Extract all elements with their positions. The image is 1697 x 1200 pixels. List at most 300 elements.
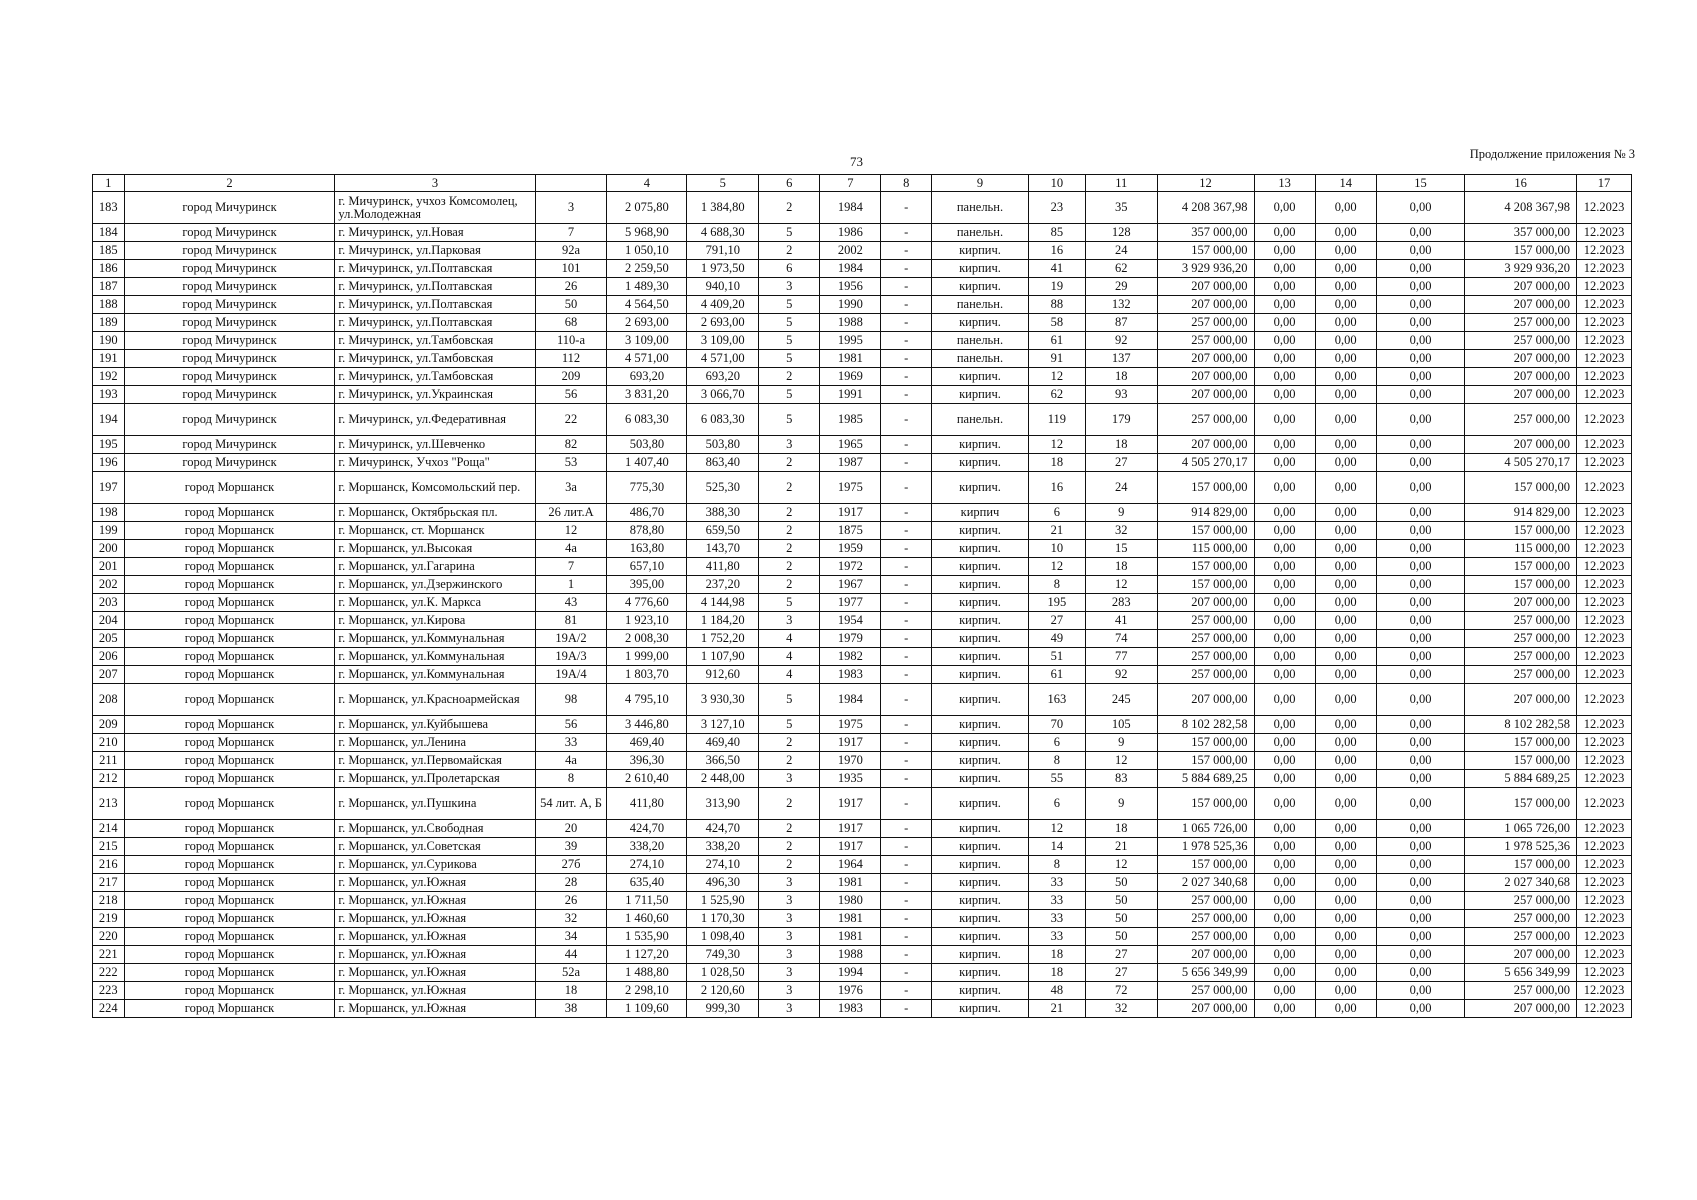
street-address: г. Моршанск, ул.Южная	[335, 982, 535, 1000]
living-area: 313,90	[687, 788, 759, 820]
row-number: 188	[93, 296, 125, 314]
col-13: 0,00	[1254, 504, 1315, 522]
street-address: г. Моршанск, Октябрьская пл.	[335, 504, 535, 522]
col-15: 0,00	[1376, 752, 1465, 770]
year-built: 1985	[820, 404, 881, 436]
col-10: 12	[1028, 368, 1085, 386]
col-8: -	[881, 522, 932, 540]
city-name: город Мичуринск	[124, 278, 335, 296]
col-15: 0,00	[1376, 454, 1465, 472]
column-header: 4	[607, 175, 687, 192]
year-built: 1875	[820, 522, 881, 540]
col-14: 0,00	[1315, 224, 1376, 242]
col-8: -	[881, 788, 932, 820]
completion-date: 12.2023	[1577, 576, 1632, 594]
col-8: -	[881, 278, 932, 296]
col-10: 8	[1028, 752, 1085, 770]
cost-budget: 207 000,00	[1465, 368, 1577, 386]
col-13: 0,00	[1254, 242, 1315, 260]
cost-total: 157 000,00	[1157, 576, 1254, 594]
completion-date: 12.2023	[1577, 820, 1632, 838]
cost-budget: 4 208 367,98	[1465, 192, 1577, 224]
col-8: -	[881, 770, 932, 788]
city-name: город Моршанск	[124, 928, 335, 946]
col-10: 41	[1028, 260, 1085, 278]
living-area: 4 409,20	[687, 296, 759, 314]
col-13: 0,00	[1254, 522, 1315, 540]
floors: 5	[759, 404, 820, 436]
col-15: 0,00	[1376, 684, 1465, 716]
house-number: 33	[535, 734, 607, 752]
col-15: 0,00	[1376, 314, 1465, 332]
col-8: -	[881, 296, 932, 314]
wall-material: кирпич.	[931, 820, 1028, 838]
completion-date: 12.2023	[1577, 454, 1632, 472]
total-area: 469,40	[607, 734, 687, 752]
living-area: 1 098,40	[687, 928, 759, 946]
floors: 3	[759, 1000, 820, 1018]
street-address: г. Моршанск, ул.Южная	[335, 874, 535, 892]
col-14: 0,00	[1315, 192, 1376, 224]
table-row	[93, 436, 1632, 454]
cost-budget: 157 000,00	[1465, 558, 1577, 576]
street-address: г. Моршанск, ул.Южная	[335, 892, 535, 910]
living-area: 912,60	[687, 666, 759, 684]
col-10: 70	[1028, 716, 1085, 734]
col-10: 88	[1028, 296, 1085, 314]
residents: 74	[1085, 630, 1157, 648]
completion-date: 12.2023	[1577, 788, 1632, 820]
total-area: 2 610,40	[607, 770, 687, 788]
city-name: город Мичуринск	[124, 404, 335, 436]
row-number: 222	[93, 964, 125, 982]
cost-budget: 257 000,00	[1465, 314, 1577, 332]
city-name: город Моршанск	[124, 874, 335, 892]
living-area: 2 693,00	[687, 314, 759, 332]
table-row	[93, 612, 1632, 630]
city-name: город Моршанск	[124, 788, 335, 820]
year-built: 1986	[820, 224, 881, 242]
col-10: 18	[1028, 964, 1085, 982]
table-row	[93, 874, 1632, 892]
row-number: 217	[93, 874, 125, 892]
street-address: г. Моршанск, ул.Коммунальная	[335, 630, 535, 648]
residents: 9	[1085, 504, 1157, 522]
floors: 3	[759, 946, 820, 964]
table-row	[93, 278, 1632, 296]
floors: 3	[759, 910, 820, 928]
year-built: 1967	[820, 576, 881, 594]
residents: 24	[1085, 472, 1157, 504]
house-number: 32	[535, 910, 607, 928]
col-13: 0,00	[1254, 314, 1315, 332]
living-area: 1 525,90	[687, 892, 759, 910]
col-8: -	[881, 472, 932, 504]
col-8: -	[881, 928, 932, 946]
house-number: 3а	[535, 472, 607, 504]
col-10: 48	[1028, 982, 1085, 1000]
street-address: г. Моршанск, ул.Свободная	[335, 820, 535, 838]
year-built: 1956	[820, 278, 881, 296]
residents: 21	[1085, 838, 1157, 856]
cost-budget: 157 000,00	[1465, 752, 1577, 770]
col-15: 0,00	[1376, 734, 1465, 752]
column-header: 9	[931, 175, 1028, 192]
col-15: 0,00	[1376, 404, 1465, 436]
col-14: 0,00	[1315, 648, 1376, 666]
house-number: 101	[535, 260, 607, 278]
cost-budget: 1 978 525,36	[1465, 838, 1577, 856]
completion-date: 12.2023	[1577, 540, 1632, 558]
street-address: г. Мичуринск, ул.Украинская	[335, 386, 535, 404]
house-number: 39	[535, 838, 607, 856]
total-area: 1 489,30	[607, 278, 687, 296]
row-number: 209	[93, 716, 125, 734]
floors: 5	[759, 386, 820, 404]
col-15: 0,00	[1376, 350, 1465, 368]
completion-date: 12.2023	[1577, 716, 1632, 734]
col-15: 0,00	[1376, 648, 1465, 666]
completion-date: 12.2023	[1577, 1000, 1632, 1018]
wall-material: кирпич.	[931, 874, 1028, 892]
floors: 6	[759, 260, 820, 278]
completion-date: 12.2023	[1577, 666, 1632, 684]
col-15: 0,00	[1376, 472, 1465, 504]
cost-total: 8 102 282,58	[1157, 716, 1254, 734]
col-14: 0,00	[1315, 874, 1376, 892]
col-15: 0,00	[1376, 612, 1465, 630]
col-14: 0,00	[1315, 788, 1376, 820]
column-header: 8	[881, 175, 932, 192]
completion-date: 12.2023	[1577, 752, 1632, 770]
city-name: город Моршанск	[124, 472, 335, 504]
wall-material: кирпич.	[931, 260, 1028, 278]
city-name: город Мичуринск	[124, 192, 335, 224]
column-number-header	[93, 175, 1632, 192]
house-number: 110-а	[535, 332, 607, 350]
wall-material: кирпич.	[931, 1000, 1028, 1018]
table-row	[93, 892, 1632, 910]
city-name: город Моршанск	[124, 838, 335, 856]
city-name: город Моршанск	[124, 752, 335, 770]
cost-budget: 207 000,00	[1465, 296, 1577, 314]
living-area: 693,20	[687, 368, 759, 386]
cost-total: 257 000,00	[1157, 404, 1254, 436]
col-10: 12	[1028, 558, 1085, 576]
floors: 5	[759, 296, 820, 314]
col-10: 58	[1028, 314, 1085, 332]
total-area: 3 109,00	[607, 332, 687, 350]
living-area: 1 107,90	[687, 648, 759, 666]
completion-date: 12.2023	[1577, 350, 1632, 368]
floors: 2	[759, 838, 820, 856]
col-15: 0,00	[1376, 278, 1465, 296]
col-13: 0,00	[1254, 260, 1315, 278]
house-number: 68	[535, 314, 607, 332]
residents: 32	[1085, 522, 1157, 540]
living-area: 525,30	[687, 472, 759, 504]
cost-total: 157 000,00	[1157, 734, 1254, 752]
total-area: 1 711,50	[607, 892, 687, 910]
col-13: 0,00	[1254, 278, 1315, 296]
wall-material: кирпич.	[931, 788, 1028, 820]
residents: 179	[1085, 404, 1157, 436]
table-row	[93, 350, 1632, 368]
wall-material: кирпич.	[931, 472, 1028, 504]
living-area: 338,20	[687, 838, 759, 856]
cost-total: 207 000,00	[1157, 946, 1254, 964]
residents: 77	[1085, 648, 1157, 666]
col-14: 0,00	[1315, 540, 1376, 558]
living-area: 411,80	[687, 558, 759, 576]
cost-budget: 157 000,00	[1465, 856, 1577, 874]
table-row	[93, 820, 1632, 838]
row-number: 194	[93, 404, 125, 436]
row-number: 190	[93, 332, 125, 350]
street-address: г. Моршанск, ул.Высокая	[335, 540, 535, 558]
col-10: 33	[1028, 874, 1085, 892]
total-area: 424,70	[607, 820, 687, 838]
completion-date: 12.2023	[1577, 192, 1632, 224]
col-10: 91	[1028, 350, 1085, 368]
total-area: 396,30	[607, 752, 687, 770]
residents: 9	[1085, 734, 1157, 752]
table-row	[93, 982, 1632, 1000]
col-15: 0,00	[1376, 856, 1465, 874]
col-14: 0,00	[1315, 436, 1376, 454]
table-row	[93, 224, 1632, 242]
wall-material: кирпич.	[931, 278, 1028, 296]
completion-date: 12.2023	[1577, 522, 1632, 540]
floors: 2	[759, 752, 820, 770]
col-10: 119	[1028, 404, 1085, 436]
col-13: 0,00	[1254, 192, 1315, 224]
col-14: 0,00	[1315, 454, 1376, 472]
house-number: 98	[535, 684, 607, 716]
col-15: 0,00	[1376, 192, 1465, 224]
cost-total: 257 000,00	[1157, 928, 1254, 946]
col-15: 0,00	[1376, 332, 1465, 350]
wall-material: панельн.	[931, 224, 1028, 242]
house-number: 81	[535, 612, 607, 630]
cost-total: 115 000,00	[1157, 540, 1254, 558]
residents: 15	[1085, 540, 1157, 558]
row-number: 219	[93, 910, 125, 928]
total-area: 4 776,60	[607, 594, 687, 612]
cost-total: 207 000,00	[1157, 1000, 1254, 1018]
house-number: 8	[535, 770, 607, 788]
col-14: 0,00	[1315, 404, 1376, 436]
col-13: 0,00	[1254, 558, 1315, 576]
house-number: 50	[535, 296, 607, 314]
house-number: 56	[535, 386, 607, 404]
residents: 12	[1085, 576, 1157, 594]
row-number: 200	[93, 540, 125, 558]
total-area: 1 535,90	[607, 928, 687, 946]
living-area: 388,30	[687, 504, 759, 522]
table-row	[93, 716, 1632, 734]
row-number: 191	[93, 350, 125, 368]
living-area: 749,30	[687, 946, 759, 964]
residents: 92	[1085, 332, 1157, 350]
col-13: 0,00	[1254, 666, 1315, 684]
wall-material: кирпич.	[931, 892, 1028, 910]
wall-material: панельн.	[931, 192, 1028, 224]
city-name: город Мичуринск	[124, 332, 335, 350]
year-built: 1979	[820, 630, 881, 648]
total-area: 503,80	[607, 436, 687, 454]
city-name: город Моршанск	[124, 594, 335, 612]
cost-budget: 257 000,00	[1465, 612, 1577, 630]
completion-date: 12.2023	[1577, 838, 1632, 856]
house-number: 56	[535, 716, 607, 734]
residents: 92	[1085, 666, 1157, 684]
col-13: 0,00	[1254, 386, 1315, 404]
col-8: -	[881, 716, 932, 734]
total-area: 1 923,10	[607, 612, 687, 630]
city-name: город Мичуринск	[124, 436, 335, 454]
wall-material: кирпич.	[931, 454, 1028, 472]
cost-budget: 157 000,00	[1465, 242, 1577, 260]
column-header: 3	[335, 175, 535, 192]
col-14: 0,00	[1315, 242, 1376, 260]
col-13: 0,00	[1254, 788, 1315, 820]
house-number: 27б	[535, 856, 607, 874]
col-13: 0,00	[1254, 648, 1315, 666]
wall-material: кирпич.	[931, 734, 1028, 752]
living-area: 237,20	[687, 576, 759, 594]
street-address: г. Мичуринск, ул.Федеративная	[335, 404, 535, 436]
living-area: 2 120,60	[687, 982, 759, 1000]
row-number: 196	[93, 454, 125, 472]
col-14: 0,00	[1315, 504, 1376, 522]
year-built: 1917	[820, 838, 881, 856]
street-address: г. Мичуринск, ул.Полтавская	[335, 260, 535, 278]
wall-material: кирпич.	[931, 982, 1028, 1000]
completion-date: 12.2023	[1577, 892, 1632, 910]
house-number: 38	[535, 1000, 607, 1018]
year-built: 1975	[820, 716, 881, 734]
cost-total: 257 000,00	[1157, 666, 1254, 684]
residents: 128	[1085, 224, 1157, 242]
table-row	[93, 296, 1632, 314]
living-area: 1 384,80	[687, 192, 759, 224]
table-row	[93, 856, 1632, 874]
col-13: 0,00	[1254, 928, 1315, 946]
col-14: 0,00	[1315, 522, 1376, 540]
wall-material: кирпич.	[931, 522, 1028, 540]
row-number: 183	[93, 192, 125, 224]
row-number: 218	[93, 892, 125, 910]
total-area: 163,80	[607, 540, 687, 558]
living-area: 1 752,20	[687, 630, 759, 648]
cost-total: 207 000,00	[1157, 594, 1254, 612]
street-address: г. Мичуринск, ул.Полтавская	[335, 296, 535, 314]
total-area: 486,70	[607, 504, 687, 522]
completion-date: 12.2023	[1577, 368, 1632, 386]
row-number: 220	[93, 928, 125, 946]
col-8: -	[881, 504, 932, 522]
house-number: 44	[535, 946, 607, 964]
completion-date: 12.2023	[1577, 770, 1632, 788]
col-14: 0,00	[1315, 630, 1376, 648]
cost-total: 914 829,00	[1157, 504, 1254, 522]
floors: 4	[759, 630, 820, 648]
completion-date: 12.2023	[1577, 630, 1632, 648]
total-area: 4 795,10	[607, 684, 687, 716]
cost-total: 357 000,00	[1157, 224, 1254, 242]
city-name: город Моршанск	[124, 856, 335, 874]
table-row	[93, 332, 1632, 350]
year-built: 1976	[820, 982, 881, 1000]
cost-budget: 357 000,00	[1465, 224, 1577, 242]
cost-budget: 5 656 349,99	[1465, 964, 1577, 982]
cost-total: 1 065 726,00	[1157, 820, 1254, 838]
col-8: -	[881, 242, 932, 260]
street-address: г. Моршанск, ул.Куйбышева	[335, 716, 535, 734]
completion-date: 12.2023	[1577, 278, 1632, 296]
wall-material: кирпич.	[931, 386, 1028, 404]
table-row	[93, 1000, 1632, 1018]
total-area: 2 075,80	[607, 192, 687, 224]
house-number: 3	[535, 192, 607, 224]
floors: 5	[759, 716, 820, 734]
street-address: г. Моршанск, ул.Южная	[335, 946, 535, 964]
table-row	[93, 648, 1632, 666]
year-built: 1935	[820, 770, 881, 788]
column-header: 15	[1376, 175, 1465, 192]
residents: 35	[1085, 192, 1157, 224]
wall-material: кирпич.	[931, 946, 1028, 964]
city-name: город Моршанск	[124, 910, 335, 928]
street-address: г. Мичуринск, ул.Новая	[335, 224, 535, 242]
cost-budget: 207 000,00	[1465, 278, 1577, 296]
cost-total: 4 208 367,98	[1157, 192, 1254, 224]
col-13: 0,00	[1254, 368, 1315, 386]
table-row	[93, 454, 1632, 472]
total-area: 878,80	[607, 522, 687, 540]
col-14: 0,00	[1315, 856, 1376, 874]
living-area: 3 066,70	[687, 386, 759, 404]
wall-material: кирпич.	[931, 666, 1028, 684]
street-address: г. Моршанск, ул.Коммунальная	[335, 666, 535, 684]
house-number: 53	[535, 454, 607, 472]
street-address: г. Мичуринск, ул.Шевченко	[335, 436, 535, 454]
cost-total: 157 000,00	[1157, 522, 1254, 540]
cost-budget: 1 065 726,00	[1465, 820, 1577, 838]
cost-budget: 257 000,00	[1465, 648, 1577, 666]
living-area: 503,80	[687, 436, 759, 454]
col-15: 0,00	[1376, 892, 1465, 910]
col-13: 0,00	[1254, 296, 1315, 314]
col-14: 0,00	[1315, 472, 1376, 504]
row-number: 187	[93, 278, 125, 296]
house-number: 19А/4	[535, 666, 607, 684]
col-10: 23	[1028, 192, 1085, 224]
living-area: 791,10	[687, 242, 759, 260]
cost-budget: 157 000,00	[1465, 788, 1577, 820]
col-13: 0,00	[1254, 892, 1315, 910]
col-14: 0,00	[1315, 594, 1376, 612]
col-14: 0,00	[1315, 386, 1376, 404]
city-name: город Мичуринск	[124, 454, 335, 472]
row-number: 184	[93, 224, 125, 242]
total-area: 1 460,60	[607, 910, 687, 928]
col-15: 0,00	[1376, 224, 1465, 242]
year-built: 1991	[820, 386, 881, 404]
cost-total: 5 884 689,25	[1157, 770, 1254, 788]
col-10: 12	[1028, 436, 1085, 454]
